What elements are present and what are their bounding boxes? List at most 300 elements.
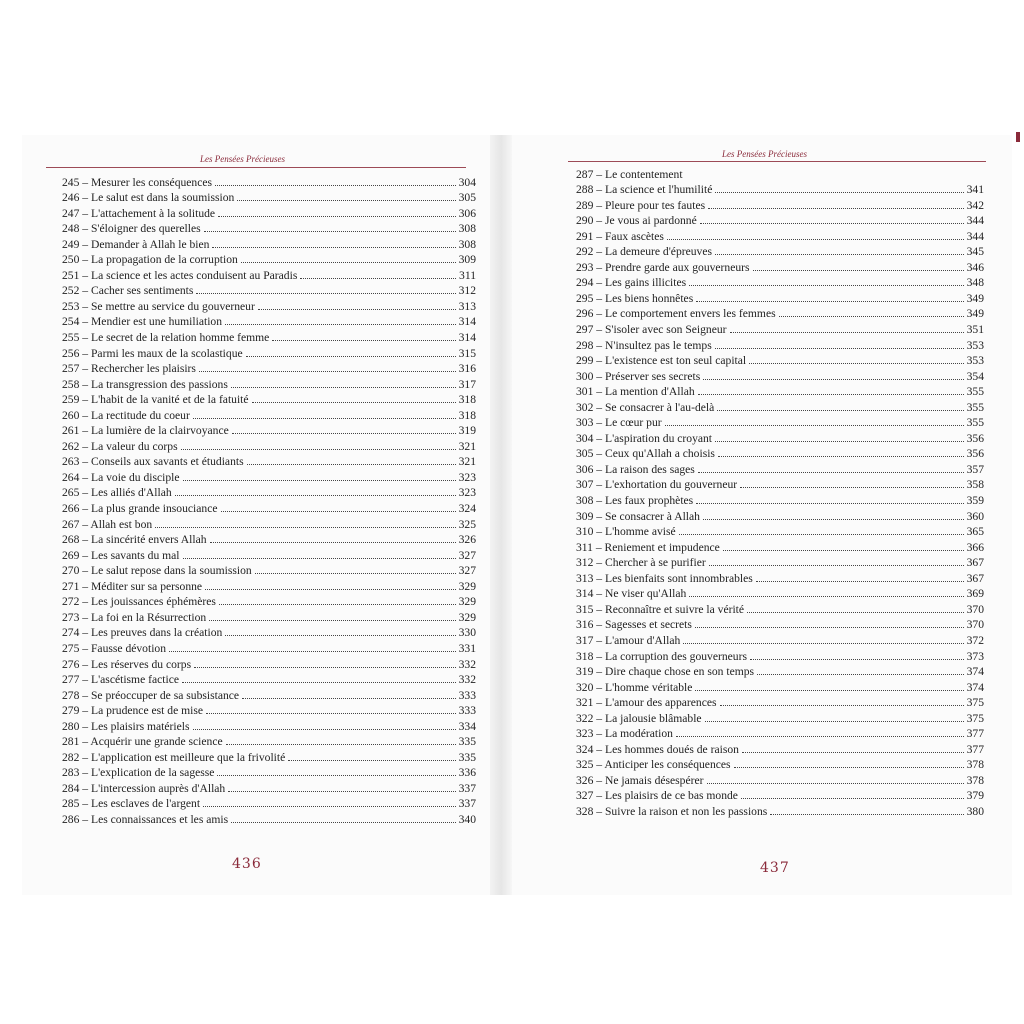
toc-entry-page: 380: [966, 804, 984, 818]
toc-leader-dots: [169, 651, 456, 652]
toc-entry: [576, 429, 984, 445]
toc-entry-title: 295 – Les biens honnêtes: [576, 291, 694, 305]
toc-entry: [62, 639, 476, 655]
toc-entry-page: 374: [966, 665, 984, 679]
toc-entry: [62, 671, 476, 687]
toc-leader-dots: [698, 394, 964, 395]
toc-leader-dots: [196, 293, 455, 294]
toc-leader-dots: [740, 487, 963, 488]
left-header-rule: [46, 167, 466, 168]
toc-entry-title: 267 – Allah est bon: [62, 517, 153, 531]
toc-entry-page: 379: [966, 789, 984, 803]
toc-entry-page: 326: [458, 533, 476, 547]
toc-entry-title: 261 – La lumière de la clairvoyance: [62, 424, 229, 438]
toc-leader-dots: [696, 503, 963, 504]
toc-entry-page: 355: [966, 400, 984, 414]
toc-leader-dots: [182, 682, 456, 683]
toc-entry-title: 247 – L'attachement à la solitude: [62, 206, 216, 220]
toc-entry-title: 259 – L'habit de la vanité et de la fatuité: [62, 393, 249, 407]
toc-leader-dots: [218, 216, 456, 217]
toc-entry-page: 373: [966, 649, 984, 663]
toc-entry-page: 365: [966, 525, 984, 539]
toc-entry-page: 304: [458, 175, 476, 189]
toc-leader-dots: [717, 410, 963, 411]
toc-entry: [62, 748, 476, 764]
toc-entry-title: 298 – N'insultez pas le temps: [576, 338, 712, 352]
left-table-of-contents: [62, 173, 476, 826]
toc-entry: [62, 391, 476, 407]
toc-entry-title: 248 – S'éloigner des querelles: [62, 222, 201, 236]
toc-leader-dots: [700, 223, 964, 224]
toc-entry: [62, 608, 476, 624]
toc-entry: [62, 531, 476, 547]
right-table-of-contents: [576, 165, 984, 818]
toc-entry-page: 344: [966, 214, 984, 228]
toc-entry-title: 320 – L'homme véritable: [576, 680, 693, 694]
toc-entry-page: 311: [459, 268, 476, 282]
toc-entry: [576, 476, 984, 492]
book-gutter: [490, 135, 512, 895]
toc-entry-title: 246 – Le salut est dans la soumission: [62, 191, 235, 205]
toc-entry-title: 274 – Les preuves dans la création: [62, 626, 223, 640]
right-page-number: 437: [760, 860, 790, 876]
toc-entry-page: 378: [966, 773, 984, 787]
toc-entry: [62, 173, 476, 189]
toc-entry-page: 370: [966, 602, 984, 616]
toc-entry-title: 313 – Les bienfaits sont innombrables: [576, 571, 753, 585]
toc-leader-dots: [206, 713, 456, 714]
toc-leader-dots: [708, 208, 963, 209]
toc-entry-page: 312: [458, 284, 476, 298]
toc-entry-title: 277 – L'ascétisme factice: [62, 673, 180, 687]
toc-entry: [62, 624, 476, 640]
toc-entry: [576, 523, 984, 539]
toc-entry-page: 360: [966, 509, 984, 523]
toc-entry-title: 323 – La modération: [576, 727, 673, 741]
toc-entry-title: 245 – Mesurer les conséquences: [62, 175, 213, 189]
toc-leader-dots: [707, 783, 964, 784]
toc-entry: [576, 802, 984, 818]
toc-entry-page: 378: [966, 758, 984, 772]
toc-entry-title: 284 – L'intercession auprès d'Allah: [62, 781, 226, 795]
toc-entry-title: 282 – L'application est meilleure que la frivolité: [62, 750, 286, 764]
toc-entry: [576, 554, 984, 570]
toc-entry-page: 355: [966, 416, 984, 430]
toc-entry-title: 316 – Sagesses et secrets: [576, 618, 692, 632]
toc-leader-dots: [212, 247, 455, 248]
left-running-head: Les Pensées Précieuses: [200, 154, 285, 164]
toc-entry: [576, 414, 984, 430]
toc-entry-page: 344: [966, 229, 984, 243]
toc-entry-title: 253 – Se mettre au service du gouverneur: [62, 299, 255, 313]
toc-leader-dots: [703, 519, 964, 520]
toc-entry-page: 351: [966, 323, 984, 337]
toc-entry-page: 329: [458, 610, 476, 624]
toc-leader-dots: [232, 433, 456, 434]
toc-entry: [576, 678, 984, 694]
toc-entry: [576, 491, 984, 507]
toc-entry-page: 337: [458, 781, 476, 795]
toc-leader-dots: [756, 581, 964, 582]
toc-entry-title: 286 – Les connaissances et les amis: [62, 812, 229, 826]
toc-entry-title: 272 – Les jouissances éphémères: [62, 595, 216, 609]
toc-leader-dots: [750, 659, 964, 660]
toc-entry: [576, 663, 984, 679]
toc-entry: [576, 569, 984, 585]
toc-entry-title: 307 – L'exhortation du gouverneur: [576, 478, 738, 492]
toc-entry: [62, 375, 476, 391]
toc-entry-title: 309 – Se consacrer à Allah: [576, 509, 700, 523]
toc-entry-title: 291 – Faux ascètes: [576, 229, 664, 243]
toc-entry: [62, 220, 476, 236]
toc-entry-title: 326 – Ne jamais désespérer: [576, 773, 704, 787]
toc-leader-dots: [203, 806, 456, 807]
toc-leader-dots: [689, 285, 963, 286]
toc-entry-page: 377: [966, 742, 984, 756]
toc-entry-title: 256 – Parmi les maux de la scolastique: [62, 346, 243, 360]
toc-leader-dots: [209, 620, 455, 621]
toc-leader-dots: [770, 814, 963, 815]
toc-leader-dots: [215, 185, 456, 186]
toc-entry: [62, 499, 476, 515]
toc-entry-page: 333: [458, 688, 476, 702]
toc-entry-page: 308: [458, 237, 476, 251]
toc-entry: [576, 445, 984, 461]
toc-entry-title: 299 – L'existence est ton seul capital: [576, 354, 747, 368]
toc-entry-page: 375: [966, 711, 984, 725]
toc-leader-dots: [741, 798, 964, 799]
toc-entry: [62, 453, 476, 469]
toc-entry-title: 287 – Le contentement: [576, 167, 683, 181]
toc-leader-dots: [718, 456, 964, 457]
toc-entry: [62, 313, 476, 329]
toc-entry-page: 370: [966, 618, 984, 632]
toc-leader-dots: [734, 767, 964, 768]
toc-entry-title: 296 – Le comportement envers les femmes: [576, 307, 776, 321]
toc-leader-dots: [698, 472, 964, 473]
toc-entry-page: 327: [458, 548, 476, 562]
toc-entry-title: 300 – Préserver ses secrets: [576, 369, 701, 383]
toc-entry: [576, 196, 984, 212]
toc-leader-dots: [193, 418, 456, 419]
toc-entry-page: 327: [458, 564, 476, 578]
toc-leader-dots: [183, 558, 456, 559]
toc-entry-title: 310 – L'homme avisé: [576, 525, 676, 539]
toc-entry-title: 273 – La foi en la Résurrection: [62, 610, 207, 624]
toc-leader-dots: [300, 278, 456, 279]
toc-entry-page: 318: [458, 408, 476, 422]
toc-entry-page: 336: [458, 766, 476, 780]
toc-entry: [62, 593, 476, 609]
toc-leader-dots: [217, 775, 455, 776]
toc-entry-page: 358: [966, 478, 984, 492]
toc-entry-page: 346: [966, 260, 984, 274]
toc-leader-dots: [221, 511, 456, 512]
toc-leader-dots: [779, 316, 964, 317]
toc-entry-page: 321: [458, 439, 476, 453]
toc-leader-dots: [288, 760, 455, 761]
toc-entry: [62, 360, 476, 376]
toc-entry-title: 279 – La prudence est de mise: [62, 704, 204, 718]
toc-leader-dots: [181, 449, 456, 450]
toc-entry-page: 335: [458, 750, 476, 764]
toc-entry-title: 319 – Dire chaque chose en son temps: [576, 665, 755, 679]
toc-entry-title: 328 – Suivre la raison et non les passions: [576, 804, 768, 818]
toc-entry-title: 260 – La rectitude du coeur: [62, 408, 190, 422]
toc-entry-title: 269 – Les savants du mal: [62, 548, 180, 562]
toc-entry-title: 314 – Ne viser qu'Allah: [576, 587, 687, 601]
toc-entry-title: 254 – Mendier est une humiliation: [62, 315, 223, 329]
toc-entry: [576, 709, 984, 725]
toc-entry-title: 312 – Chercher à se purifier: [576, 556, 706, 570]
toc-entry: [62, 764, 476, 780]
toc-entry-page: 349: [966, 291, 984, 305]
toc-entry-title: 283 – L'explication de la sagesse: [62, 766, 215, 780]
toc-entry-title: 249 – Demander à Allah le bien: [62, 237, 210, 251]
toc-entry-page: 308: [458, 222, 476, 236]
toc-entry-page: 377: [966, 727, 984, 741]
toc-leader-dots: [742, 752, 964, 753]
toc-entry: [576, 460, 984, 476]
toc-leader-dots: [676, 736, 964, 737]
toc-leader-dots: [175, 495, 456, 496]
toc-entry-title: 305 – Ceux qu'Allah a choisis: [576, 447, 715, 461]
toc-entry-page: 357: [966, 462, 984, 476]
toc-leader-dots: [228, 791, 455, 792]
toc-entry-title: 262 – La valeur du corps: [62, 439, 178, 453]
toc-entry-title: 255 – Le secret de la relation homme femme: [62, 331, 270, 345]
toc-entry-page: 318: [458, 393, 476, 407]
toc-entry-page: 332: [458, 673, 476, 687]
toc-entry-title: 270 – Le salut repose dans la soumission: [62, 564, 252, 578]
toc-entry-page: 313: [458, 299, 476, 313]
toc-entry: [62, 515, 476, 531]
toc-entry-page: 305: [458, 191, 476, 205]
toc-entry: [576, 227, 984, 243]
toc-entry: [576, 647, 984, 663]
toc-entry-title: 322 – La jalousie blâmable: [576, 711, 702, 725]
toc-leader-dots: [703, 379, 963, 380]
toc-entry: [62, 297, 476, 313]
toc-leader-dots: [757, 674, 964, 675]
toc-entry-title: 278 – Se préoccuper de sa subsistance: [62, 688, 240, 702]
toc-entry: [576, 367, 984, 383]
toc-leader-dots: [709, 565, 964, 566]
toc-entry-page: 329: [458, 595, 476, 609]
toc-entry: [576, 600, 984, 616]
toc-entry-page: 356: [966, 431, 984, 445]
toc-leader-dots: [689, 596, 963, 597]
toc-entry-title: 306 – La raison des sages: [576, 462, 695, 476]
toc-entry-page: 374: [966, 680, 984, 694]
toc-entry-page: 325: [458, 517, 476, 531]
toc-entry-title: 304 – L'aspiration du croyant: [576, 431, 713, 445]
toc-entry: [576, 631, 984, 647]
toc-entry-page: 317: [458, 377, 476, 391]
toc-leader-dots: [231, 822, 455, 823]
toc-entry: [576, 383, 984, 399]
toc-entry-title: 324 – Les hommes doués de raison: [576, 742, 739, 756]
toc-entry-page: 356: [966, 447, 984, 461]
toc-entry-page: 332: [458, 657, 476, 671]
toc-leader-dots: [219, 604, 456, 605]
toc-entry: [62, 546, 476, 562]
toc-entry: [62, 328, 476, 344]
toc-entry: [62, 282, 476, 298]
toc-entry-page: 316: [458, 362, 476, 376]
toc-leader-dots: [183, 480, 456, 481]
toc-leader-dots: [747, 612, 964, 613]
toc-entry-page: 323: [458, 470, 476, 484]
toc-entry: [576, 616, 984, 632]
toc-entry: [576, 320, 984, 336]
toc-entry: [62, 686, 476, 702]
toc-entry-title: 252 – Cacher ses sentiments: [62, 284, 194, 298]
toc-entry-page: 345: [966, 245, 984, 259]
toc-entry: [576, 289, 984, 305]
toc-entry-page: 331: [458, 641, 476, 655]
toc-entry-title: 265 – Les alliés d'Allah: [62, 486, 172, 500]
toc-entry-title: 317 – L'amour d'Allah: [576, 633, 681, 647]
toc-entry: [576, 243, 984, 259]
toc-leader-dots: [715, 441, 964, 442]
toc-entry-title: 290 – Je vous ai pardonné: [576, 214, 697, 228]
toc-entry-page: 348: [966, 276, 984, 290]
toc-entry-title: 318 – La corruption des gouverneurs: [576, 649, 747, 663]
toc-entry-page: 359: [966, 494, 984, 508]
toc-leader-dots: [194, 667, 456, 668]
toc-leader-dots: [225, 324, 456, 325]
toc-entry-title: 327 – Les plaisirs de ce bas monde: [576, 789, 738, 803]
toc-entry-title: 276 – Les réserves du corps: [62, 657, 192, 671]
toc-entry-page: 315: [458, 346, 476, 360]
toc-leader-dots: [237, 200, 455, 201]
toc-leader-dots: [246, 356, 456, 357]
toc-entry-page: 333: [458, 704, 476, 718]
toc-entry: [576, 212, 984, 228]
toc-entry-page: 353: [966, 338, 984, 352]
toc-entry-title: 311 – Reniement et impudence: [576, 540, 720, 554]
toc-entry-title: 294 – Les gains illicites: [576, 276, 687, 290]
toc-leader-dots: [210, 542, 456, 543]
toc-entry: [62, 779, 476, 795]
toc-entry-title: 293 – Prendre garde aux gouverneurs: [576, 260, 750, 274]
toc-entry-page: 309: [458, 253, 476, 267]
toc-entry-page: 329: [458, 579, 476, 593]
toc-entry: [576, 756, 984, 772]
toc-entry-page: 354: [966, 369, 984, 383]
toc-entry: [62, 484, 476, 500]
toc-entry: [576, 165, 984, 181]
toc-entry-title: 250 – La propagation de la corruption: [62, 253, 238, 267]
toc-entry: [62, 266, 476, 282]
toc-leader-dots: [193, 729, 456, 730]
toc-entry-title: 315 – Reconnaître et suivre la vérité: [576, 602, 745, 616]
toc-leader-dots: [695, 690, 963, 691]
toc-entry-title: 264 – La voie du disciple: [62, 470, 180, 484]
right-running-head: Les Pensées Précieuses: [722, 149, 807, 159]
toc-entry: [576, 725, 984, 741]
toc-entry: [62, 437, 476, 453]
toc-leader-dots: [199, 371, 456, 372]
toc-entry: [62, 795, 476, 811]
toc-entry-page: 321: [458, 455, 476, 469]
toc-entry-title: 301 – La mention d'Allah: [576, 385, 695, 399]
toc-entry-title: 275 – Fausse dévotion: [62, 641, 167, 655]
toc-entry-title: 285 – Les esclaves de l'argent: [62, 797, 201, 811]
toc-leader-dots: [749, 363, 963, 364]
toc-entry-title: 263 – Conseils aux savants et étudiants: [62, 455, 244, 469]
toc-leader-dots: [715, 192, 963, 193]
toc-entry-page: 324: [458, 502, 476, 516]
toc-entry: [576, 258, 984, 274]
toc-leader-dots: [242, 698, 456, 699]
toc-entry-page: 342: [966, 198, 984, 212]
toc-entry-title: 281 – Acquérir une grande science: [62, 735, 223, 749]
toc-leader-dots: [696, 301, 963, 302]
toc-entry: [62, 562, 476, 578]
toc-entry-page: 353: [966, 354, 984, 368]
toc-leader-dots: [258, 309, 456, 310]
toc-entry: [62, 733, 476, 749]
toc-entry-page: 314: [458, 315, 476, 329]
toc-leader-dots: [715, 348, 964, 349]
toc-leader-dots: [155, 527, 455, 528]
toc-leader-dots: [730, 332, 964, 333]
toc-entry-page: 366: [966, 540, 984, 554]
toc-leader-dots: [226, 744, 456, 745]
toc-leader-dots: [252, 402, 456, 403]
toc-entry-title: 258 – La transgression des passions: [62, 377, 228, 391]
toc-leader-dots: [667, 239, 964, 240]
right-header-rule: [568, 161, 986, 162]
toc-entry: [62, 702, 476, 718]
toc-entry: [576, 352, 984, 368]
toc-leader-dots: [225, 635, 455, 636]
toc-entry-title: 288 – La science et l'humilité: [576, 183, 713, 197]
toc-entry-page: 314: [458, 331, 476, 345]
toc-entry-title: 289 – Pleure pour tes fautes: [576, 198, 706, 212]
toc-entry-page: 341: [966, 183, 984, 197]
toc-entry-page: 369: [966, 587, 984, 601]
toc-entry: [62, 468, 476, 484]
toc-entry: [576, 398, 984, 414]
toc-entry-page: 306: [458, 206, 476, 220]
toc-entry-title: 325 – Anticiper les conséquences: [576, 758, 731, 772]
toc-entry: [576, 274, 984, 290]
toc-entry-page: 323: [458, 486, 476, 500]
toc-entry-title: 266 – La plus grande insouciance: [62, 502, 218, 516]
toc-leader-dots: [204, 231, 456, 232]
toc-entry-title: 297 – S'isoler avec son Seigneur: [576, 323, 727, 337]
toc-entry: [62, 189, 476, 205]
toc-entry-page: 319: [458, 424, 476, 438]
toc-entry: [62, 577, 476, 593]
toc-entry-title: 251 – La science et les actes conduisent au Paradis: [62, 268, 298, 282]
toc-entry: [576, 538, 984, 554]
toc-entry: [62, 204, 476, 220]
toc-entry: [62, 810, 476, 826]
toc-entry-title: 257 – Rechercher les plaisirs: [62, 362, 196, 376]
toc-leader-dots: [683, 643, 963, 644]
toc-entry: [576, 181, 984, 197]
toc-entry-title: 268 – La sincérité envers Allah: [62, 533, 207, 547]
toc-entry-title: 308 – Les faux prophètes: [576, 494, 694, 508]
page-edge-mark: [1016, 132, 1020, 142]
toc-leader-dots: [205, 589, 456, 590]
toc-entry-title: 321 – L'amour des apparences: [576, 696, 717, 710]
toc-entry: [62, 655, 476, 671]
